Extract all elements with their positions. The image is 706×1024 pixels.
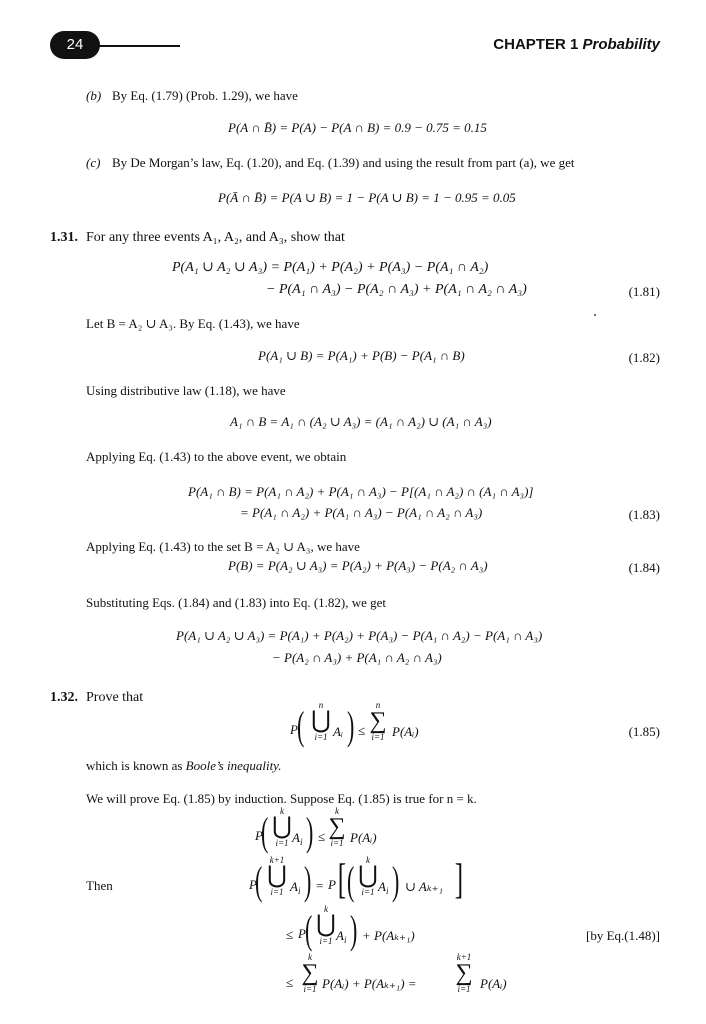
- big-union-icon: ⋃: [267, 863, 287, 889]
- chapter-title: Probability: [582, 36, 660, 53]
- step2-union: [264, 855, 290, 897]
- step2-union-upper: k+1: [269, 855, 285, 865]
- applying-text: Applying Eq. (1.43) to the above event, we obtain: [86, 449, 347, 464]
- eq-181-line2: − P(A₁ ∩ A₃) − P(A₂ ∩ A₃) + P(A₁ ∩ A₂ ∩ A₃): [266, 282, 527, 297]
- step3-ref: [by Eq.(1.48)]: [585, 928, 660, 943]
- step3-right-paren: ): [349, 907, 358, 952]
- big-union-icon: ⋃: [358, 863, 378, 889]
- part-c-text: By De Morgan’s law, Eq. (1.20), and Eq. (1.39) and using the result from part (a), we get: [112, 155, 575, 170]
- step1-right-paren: ): [305, 809, 314, 854]
- eq-185-P: P: [290, 722, 298, 737]
- step2-left-bracket: [: [337, 857, 347, 903]
- substituting-text: Substituting Eqs. (1.84) and (1.83) into Eq. (1.82), we get: [86, 595, 387, 610]
- step3-tail: + P(Aₖ₊₁): [362, 928, 415, 943]
- eq-185-left-paren: (: [296, 703, 305, 748]
- boole-name: Boole’s inequality.: [185, 758, 282, 773]
- stray-dot: [594, 314, 596, 316]
- eq-185-union: [310, 700, 332, 742]
- part-b-label: (b): [86, 88, 102, 103]
- sum-icon: ∑: [369, 708, 387, 734]
- sum-icon: ∑: [455, 960, 473, 986]
- part-c-label: (c): [86, 155, 101, 170]
- step4-mid: P(Aᵢ) + P(Aₖ₊₁) =: [322, 976, 417, 991]
- step2-tail: ∪ Aₖ₊₁: [405, 879, 443, 894]
- eq-185-union-lower: i=1: [314, 732, 328, 742]
- eq-183-line1: P(A₁ ∩ B) = P(A₁ ∩ A₂) + P(A₁ ∩ A₃) − P[(A₁ ∩ A₂) ∩ (A₁ ∩ A₃)]: [188, 484, 534, 499]
- eq-185-right-paren: ): [346, 703, 355, 748]
- step4-sum2-lower: i=1: [457, 984, 471, 994]
- boole-text: which is known as Boole’s inequality.: [86, 758, 282, 773]
- step1-union-lower: i=1: [275, 838, 289, 848]
- step4-sum1: [298, 952, 322, 994]
- eq-185-sum-lower: i=1: [371, 732, 385, 742]
- eq-184: P(B) = P(A₂ ∪ A₃) = P(A₂) + P(A₃) − P(A₂ ∩ A₃): [228, 558, 488, 573]
- step2-P: P: [249, 877, 257, 892]
- chapter-label: CHAPTER 1: [493, 36, 579, 53]
- problem-132-number: 1.32.: [50, 690, 78, 705]
- step1-P: P: [255, 828, 263, 843]
- eq-num-184: (1.84): [628, 560, 660, 575]
- step1-term: P(Aᵢ): [350, 830, 377, 845]
- big-union-icon: ⋃: [311, 708, 331, 734]
- step4-sum2-upper: k+1: [456, 952, 472, 962]
- problem-131-number: 1.31.: [50, 230, 78, 245]
- eq-183-line2: = P(A₁ ∩ A₂) + P(A₁ ∩ A₃) − P(A₁ ∩ A₂ ∩ A₃): [240, 505, 483, 520]
- step1-rel: ≤: [318, 829, 326, 844]
- problem-131-statement: For any three events A₁, A₂, and A₃, show that: [86, 230, 345, 245]
- eq-181-line1: P(A₁ ∪ A₂ ∪ A₃) = P(A₁) + P(A₂) + P(A₃) − P(A₁ ∩ A₂): [172, 260, 489, 275]
- eq-185-union-upper: n: [318, 700, 324, 710]
- step1-sum-lower: i=1: [330, 838, 344, 848]
- step1-left-paren: (: [260, 809, 269, 854]
- eq-185-rel: ≤: [358, 723, 366, 738]
- step3-P: P: [298, 926, 306, 941]
- step3-arg: $A_i$: [336, 928, 347, 945]
- step1-union-upper: k: [280, 806, 284, 816]
- step2-P2: P: [328, 877, 336, 892]
- eq-num-182: (1.82): [628, 350, 660, 365]
- step1-arg: $A_i$: [292, 830, 303, 847]
- step2-arg: $A_i$: [290, 879, 301, 896]
- step2-inner-right-paren: ): [391, 858, 400, 903]
- eq-182: P(A₁ ∪ B) = P(A₁) + P(B) − P(A₁ ∩ B): [258, 348, 465, 363]
- eq-distributive: A₁ ∩ B = A₁ ∩ (A₂ ∪ A₃) = (A₁ ∩ A₂) ∪ (A₁ ∩ A₃): [230, 414, 492, 429]
- page-number-badge: 24: [50, 31, 100, 59]
- applying-set-text: Applying Eq. (1.43) to the set B = A₂ ∪ A₃, we have: [86, 539, 360, 554]
- step2-right-bracket: ]: [454, 857, 464, 903]
- chapter-header: [493, 36, 660, 53]
- step3-union-lower: i=1: [319, 936, 333, 946]
- big-union-icon: ⋃: [272, 814, 292, 840]
- step4-sum2: [450, 952, 478, 994]
- part-c-equation: P(Ā ∩ B̄) = P(A ∪ B) = 1 − P(A ∪ B) = 1 − 0.95 = 0.05: [218, 190, 516, 205]
- step4-rel: ≤: [286, 975, 294, 990]
- step1-sum: [326, 806, 348, 848]
- step1-union: [272, 806, 292, 848]
- result-line1: P(A₁ ∪ A₂ ∪ A₃) = P(A₁) + P(A₂) + P(A₃) − P(A₁ ∩ A₂) − P(A₁ ∩ A₃): [176, 628, 543, 643]
- step2-equals: =: [316, 878, 324, 893]
- step2-right-paren: ): [303, 858, 312, 903]
- part-b-text: By Eq. (1.79) (Prob. 1.29), we have: [112, 88, 298, 103]
- eq-num-185: (1.85): [628, 724, 660, 739]
- step1-sum-upper: k: [335, 806, 339, 816]
- step4-sum1-upper: k: [308, 952, 312, 962]
- eq-185-arg: Aᵢ: [333, 724, 343, 739]
- distributive-text: Using distributive law (1.18), we have: [86, 383, 286, 398]
- step2-inner-lower: i=1: [361, 887, 375, 897]
- problem-132-statement: Prove that: [86, 690, 144, 705]
- big-union-icon: ⋃: [316, 912, 336, 938]
- let-b-text: Let B = A₂ ∪ A₃. By Eq. (1.43), we have: [86, 316, 300, 331]
- step4-sum1-lower: i=1: [303, 984, 317, 994]
- step3-union-upper: k: [324, 904, 328, 914]
- eq-num-181: (1.81): [628, 284, 660, 299]
- sum-icon: ∑: [328, 814, 346, 840]
- eq-185-sum: [366, 700, 390, 742]
- induction-text: We will prove Eq. (1.85) by induction. Suppose Eq. (1.85) is true for n = k.: [86, 791, 477, 806]
- step2-union-lower: i=1: [270, 887, 284, 897]
- step4-term: P(Aᵢ): [480, 976, 507, 991]
- step2-left-paren: (: [254, 858, 263, 903]
- eq-num-183: (1.83): [628, 507, 660, 522]
- step2-inner-arg: $A_i$: [378, 879, 389, 896]
- step2-inner-upper: k: [366, 855, 370, 865]
- step2-inner-left-paren: (: [346, 858, 355, 903]
- step3-rel: ≤: [286, 927, 294, 942]
- then-label: Then: [86, 878, 113, 893]
- part-b-equation: P(A ∩ B̄) = P(A) − P(A ∩ B) = 0.9 − 0.75 = 0.15: [228, 120, 487, 135]
- header-rule: [96, 45, 180, 47]
- step3-left-paren: (: [304, 907, 313, 952]
- eq-185-term: P(Aᵢ): [392, 724, 419, 739]
- eq-185-sum-upper: n: [375, 700, 381, 710]
- step2-inner-union: [358, 855, 378, 897]
- sum-icon: ∑: [301, 960, 319, 986]
- step3-union: [316, 904, 336, 946]
- result-line2: − P(A₂ ∩ A₃) + P(A₁ ∩ A₂ ∩ A₃): [272, 650, 442, 665]
